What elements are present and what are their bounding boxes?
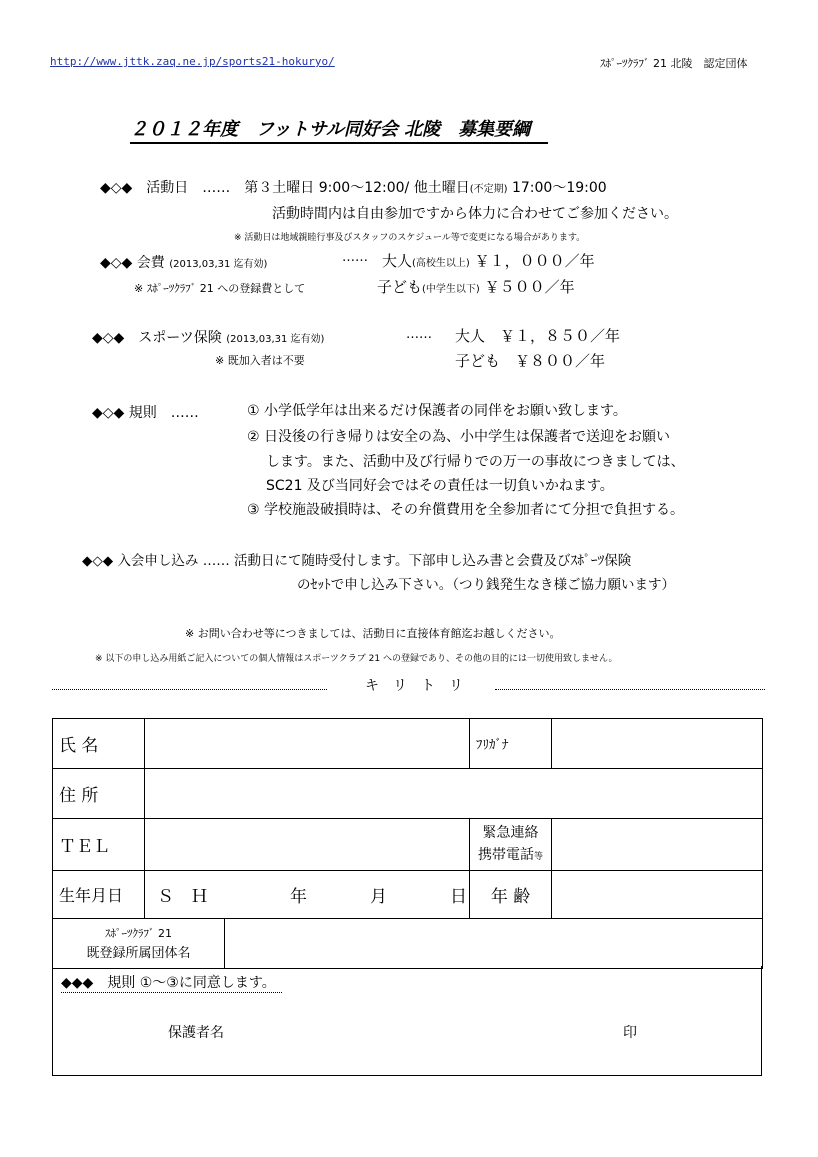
fee-label <box>100 252 267 272</box>
activity-label: ◆◇◆ 活動日 …… 第３土曜日 9:00～12:00/ 他土曜日 <box>100 180 470 196</box>
fee-adult-label: 大人 <box>382 252 413 270</box>
address-label: 住 所 <box>53 769 145 819</box>
birth-label: 生年月日 <box>53 871 145 919</box>
fee-note: ※ ｽﾎﾟｰﾂｸﾗﾌﾞ 21 への登録費として <box>134 282 306 295</box>
application-form <box>52 718 763 969</box>
club-label <box>53 919 225 969</box>
rules-label: ◆◇◆ 規則 …… <box>92 405 199 421</box>
cut-line-right <box>495 689 765 690</box>
join-line1: ◆◇◆ 入会申し込み …… 活動日にて随時受付します。下部申し込み書と会費及びｽﾎﾟｰﾂ保険 <box>82 553 632 569</box>
fee-child-note: (中学生以下) <box>422 284 480 295</box>
birth-month: 月 <box>370 887 387 907</box>
insurance-child: 子ども ￥８００／年 <box>455 352 606 370</box>
activity-time2: 17:00～19:00 <box>511 180 607 196</box>
insurance-label <box>92 327 324 347</box>
fee-adult-note: (高校生以上) <box>412 258 470 269</box>
consent-box <box>52 966 762 1076</box>
fee-child-label: 子ども <box>377 278 423 296</box>
guardian-name-label: 保護者名 <box>168 1025 224 1041</box>
cut-line-left <box>52 689 327 690</box>
fee-validity: (2013,03,31 迄有効) <box>169 259 268 270</box>
birth-field[interactable] <box>145 871 470 919</box>
fee-adult-price: ￥１，０００／年 <box>474 252 595 270</box>
insurance-adult: 大人 ￥１，８５０／年 <box>455 327 621 345</box>
rule-2b: します。また、活動中及び行帰りでの万一の事故につきましては、 <box>266 454 685 470</box>
note-contact: ※ お問い合わせ等につきましては、活動日に直接体育館迄お越しください。 <box>185 627 561 640</box>
name-label: 氏 名 <box>53 719 145 769</box>
club-label-1: ｽﾎﾟｰﾂｸﾗﾌﾞ 21 <box>105 926 172 940</box>
fee-child <box>377 276 575 297</box>
insurance-note: ※ 既加入者は不要 <box>215 354 305 367</box>
tel-label: ＴＥＬ <box>53 819 145 871</box>
join-line2: のｾｯﾄで申し込み下さい。（つり銭発生なき様ご協力願います） <box>297 577 675 593</box>
fee-child-price: ￥５００／年 <box>484 278 575 296</box>
activity-line2: 活動時間内は自由参加ですから体力に合わせてご参加ください。 <box>272 206 678 222</box>
club-field[interactable] <box>225 919 763 969</box>
birth-day: 日 <box>450 887 467 907</box>
age-label: 年 齢 <box>470 871 552 919</box>
insurance-dots: …… <box>406 327 432 342</box>
emergency-field[interactable] <box>552 819 763 871</box>
activity-note: ※ 活動日は地域親睦行事及びスタッフのスケジュール等で変更になる場合があります。 <box>234 233 586 243</box>
fee-dots: …… <box>342 250 368 265</box>
tel-field[interactable] <box>145 819 470 871</box>
rule-3: ③ 学校施設破損時は、その弁償費用を全参加者にて分担で負担する。 <box>247 502 684 518</box>
age-field[interactable] <box>552 871 763 919</box>
insurance-validity: (2013,03,31 迄有効) <box>226 334 325 345</box>
emergency-label <box>470 819 552 871</box>
consent-title: ◆◆◆ 規則 ①～③に同意します。 <box>61 972 282 993</box>
birth-era: Ｓ Ｈ <box>157 887 208 907</box>
birth-year: 年 <box>290 887 307 907</box>
club-label-2: 既登録所属団体名 <box>86 945 191 961</box>
rule-2a: ② 日没後の行き帰りは安全の為、小中学生は保護者で送迎をお願い <box>247 429 670 445</box>
address-field[interactable] <box>145 769 763 819</box>
activity-irregular: (不定期) <box>469 184 508 195</box>
rule-2c: SC21 及び当同好会ではその責任は一切負いかねます。 <box>266 478 614 494</box>
insurance-title: ◆◇◆ スポーツ保険 <box>92 330 222 346</box>
club-url-link[interactable]: http://www.jttk.zaq.ne.jp/sports21-hokuryo/ <box>50 55 335 68</box>
emergency-label-2: 携帯電話 <box>478 846 534 863</box>
cut-label: キリトリ <box>365 678 477 694</box>
seal-label: 印 <box>623 1025 637 1041</box>
emergency-label-2-wrap <box>476 844 545 868</box>
activity-line <box>100 177 607 197</box>
fee-title: ◆◇◆ 会費 <box>100 255 165 271</box>
emergency-suffix: 等 <box>534 851 544 862</box>
page-title: ２０１２年度 フットサル同好会 北陵 募集要綱 <box>130 115 548 144</box>
furigana-label: ﾌﾘｶﾞﾅ <box>470 719 552 769</box>
fee-adult <box>382 250 595 271</box>
emergency-label-1: 緊急連絡 <box>482 824 539 841</box>
name-field[interactable] <box>145 719 470 769</box>
note-privacy: ※ 以下の申し込み用紙ご記入についての個人情報はスポーツクラブ 21 への登録であり、その他の目的には一切使用致しません。 <box>95 654 618 664</box>
furigana-field[interactable] <box>552 719 763 769</box>
rule-1: ① 小学低学年は出来るだけ保護者の同伴をお願い致します。 <box>247 403 627 419</box>
org-label: ｽﾎﾟｰﾂｸﾗﾌﾞ 21 北陵 認定団体 <box>600 57 748 70</box>
